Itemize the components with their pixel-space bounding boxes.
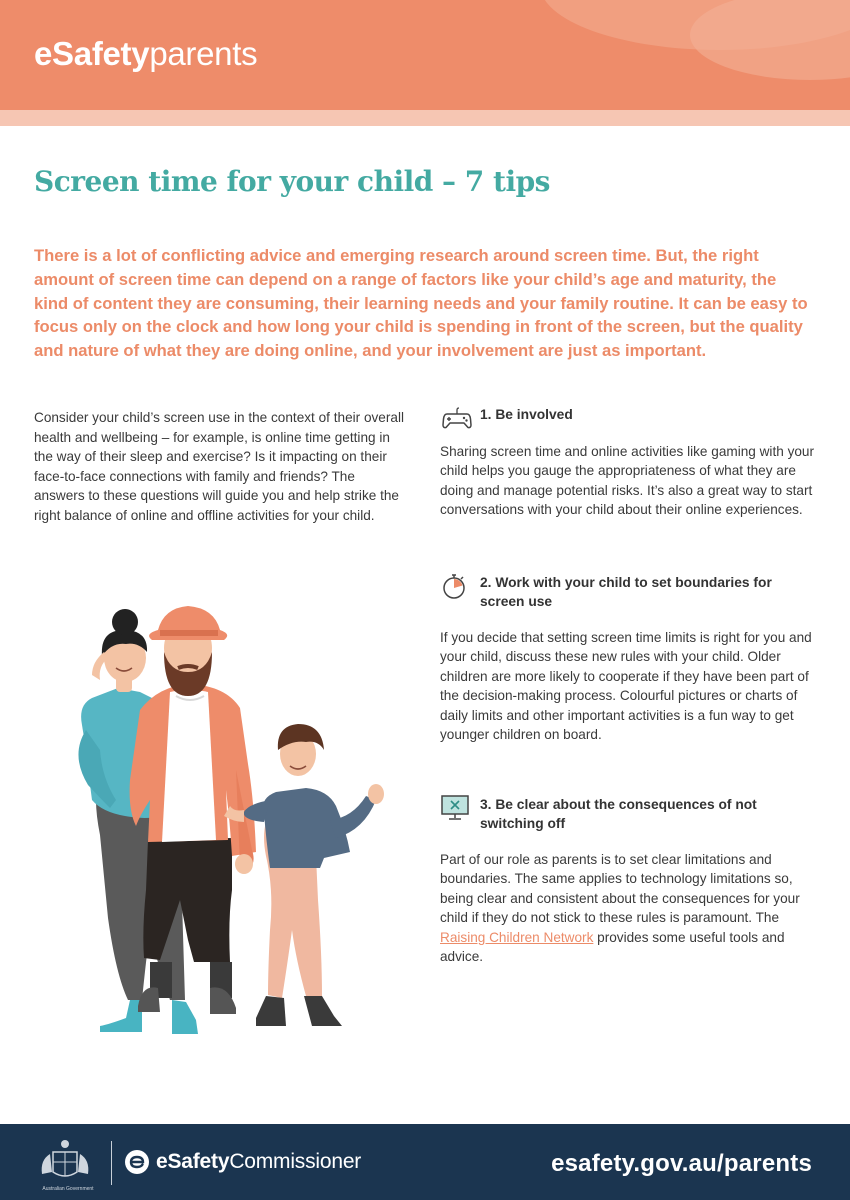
tip-body: Sharing screen time and online activities like gaming with your child helps you gauge the appropriateness of what they are doing and manage potential risks. It’s also a great way to start conversations with your child about their online experiences. <box>440 444 815 518</box>
raising-children-network-link[interactable]: Raising Children Network <box>440 929 594 945</box>
esafety-commissioner-logo[interactable]: eSafetyCommissioner <box>124 1149 361 1175</box>
tip-title: 2. Work with your child to set boundaries for screen use <box>480 575 772 609</box>
tip-title: 3. Be clear about the consequences of not switching off <box>480 797 757 831</box>
page-title: Screen time for your child – 7 tips <box>34 165 550 198</box>
header-decoration <box>690 0 850 80</box>
esafety-logo-icon <box>124 1149 150 1175</box>
australian-government-crest-icon <box>36 1134 94 1190</box>
tip-body: If you decide that setting screen time limits is right for you and your child, discuss these new rules with your child. Older children are more likely to cooperate if they have been part of the decision-making process. Colourful pictures or charts of daily limits and other important activities is a fun way to get younger children on board. <box>440 630 812 743</box>
tip-3 <box>440 794 820 966</box>
tip-title: 1. Be involved <box>480 407 573 422</box>
tip-2 <box>440 572 820 744</box>
context-paragraph: Consider your child’s screen use in the context of their overall health and wellbeing – for example, is online time getting in the way of their sleep and exercise? Is it impacting on their face-to-face connections with family and friends? The answers to these questions will guide you and help strike the right balance of online and offline activities for your child. <box>34 410 404 523</box>
government-label: Australian Government <box>42 1186 94 1192</box>
footer-url[interactable]: esafety.gov.au/parents <box>551 1150 812 1177</box>
header-band <box>0 110 850 126</box>
monitor-off-icon <box>440 794 474 822</box>
game-controller-icon <box>440 404 474 432</box>
page-header <box>0 0 850 110</box>
footer-divider <box>111 1141 112 1185</box>
tip-body: Part of our role as parents is to set clear limitations and boundaries. The same applies to technology limitations so, being clear and consistent about the consequences for your child if they do not stick to these rules is paramount. The Raising Children Network provides some useful tools and advice. <box>440 852 800 965</box>
intro-paragraph: There is a lot of conflicting advice and emerging research around screen time. But, the right amount of screen time can depend on a range of factors like your child’s age and maturity, the kind of content they are consuming, their learning needs and your family routine. It can be easy to focus only on the clock and how long your child is spending in front of the screen, but the quality and nature of what they are doing online, and your involvement are just as important. <box>34 246 808 361</box>
family-illustration <box>30 600 410 1050</box>
stopwatch-icon <box>440 572 474 600</box>
tip-1 <box>440 404 820 520</box>
esafety-parents-logo[interactable]: eSafetyparents <box>34 35 258 72</box>
